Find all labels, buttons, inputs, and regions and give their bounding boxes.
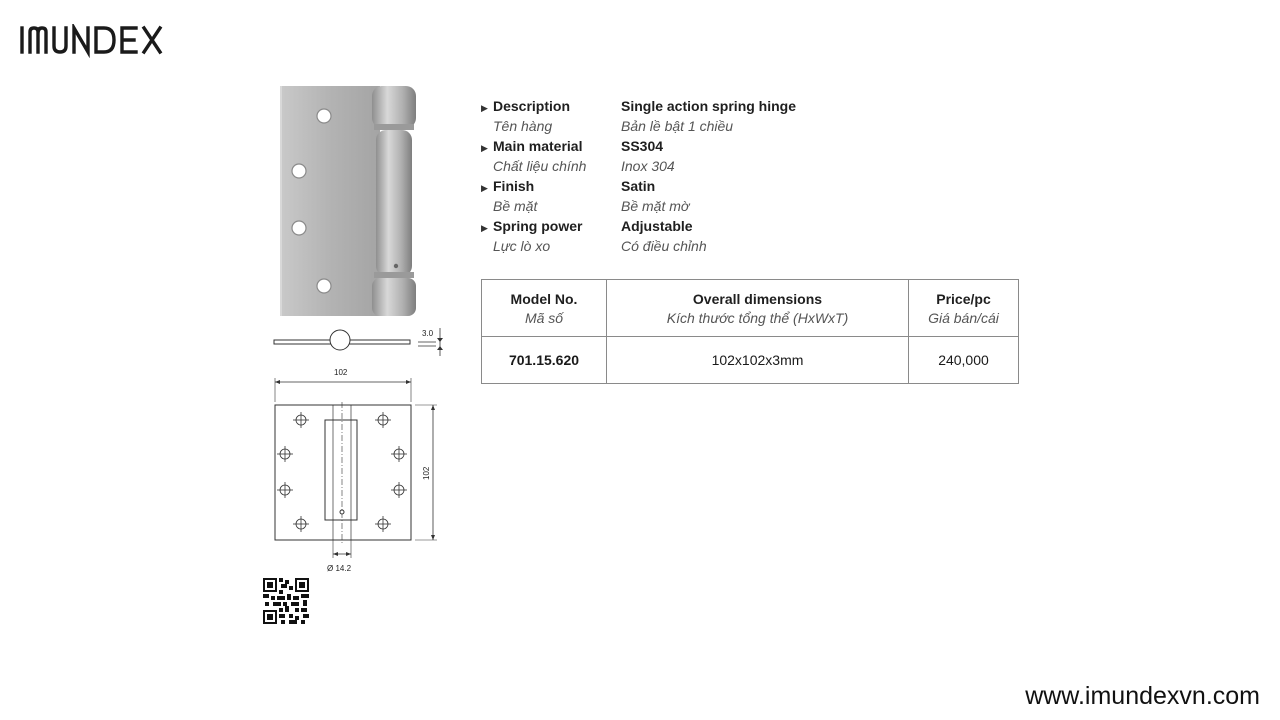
spec-label: Lực lò xo	[493, 238, 551, 254]
product-photo	[272, 80, 422, 322]
spec-label: Chất liệu chính	[493, 158, 587, 174]
website-url[interactable]: www.imundexvn.com	[1025, 682, 1260, 710]
spec-row-material	[481, 136, 921, 156]
triangle-right-icon: ▶	[481, 143, 488, 153]
spec-value: Inox 304	[621, 158, 675, 174]
qr-code-icon[interactable]	[263, 578, 309, 624]
spec-list	[481, 96, 921, 256]
triangle-right-icon: ▶	[481, 103, 488, 113]
cell-model-number: 701.15.620	[482, 337, 607, 384]
spec-row-spring-power	[481, 216, 921, 236]
spec-value: Bản lề bật 1 chiều	[621, 118, 734, 134]
triangle-right-icon: ▶	[481, 183, 488, 193]
spec-value: Adjustable	[621, 218, 693, 234]
spec-row-spring-power-vi	[481, 236, 921, 256]
table-header-row	[482, 280, 1019, 337]
spec-value: SS304	[621, 138, 664, 154]
spec-row-description-vi	[481, 116, 921, 136]
table-row	[482, 337, 1019, 384]
cell-dimensions: 102x102x3mm	[607, 337, 909, 384]
triangle-right-icon: ▶	[481, 223, 488, 233]
header-dimensions: Overall dimensions Kích thước tổng thể (HxWxT)	[607, 280, 909, 337]
spec-row-finish	[481, 176, 921, 196]
spec-label: Bề mặt	[493, 198, 538, 214]
header-price: Price/pc Giá bán/cái	[909, 280, 1019, 337]
spec-label: Finish	[493, 178, 535, 194]
dim-thickness: 3.0	[422, 329, 434, 338]
dim-width: 102	[334, 368, 348, 377]
spec-value: Bề mặt mờ	[621, 198, 690, 214]
spec-value: Single action spring hinge	[621, 98, 797, 114]
dim-height: 102	[422, 466, 431, 480]
side-view-drawing	[270, 322, 450, 362]
spec-label: Spring power	[493, 218, 583, 234]
spec-label: Tên hàng	[493, 118, 553, 134]
header-model: Model No. Mã số	[482, 280, 607, 337]
spec-row-description	[481, 96, 921, 116]
spec-label: Main material	[493, 138, 583, 154]
model-table	[481, 279, 1019, 384]
spec-label: Description	[493, 98, 571, 114]
cell-price: 240,000	[909, 337, 1019, 384]
spec-row-finish-vi	[481, 196, 921, 216]
technical-drawing	[265, 362, 455, 576]
spec-value: Satin	[621, 178, 656, 194]
spec-row-material-vi	[481, 156, 921, 176]
dim-pin-diameter: Ø 14.2	[327, 564, 352, 573]
spec-value: Có điều chỉnh	[621, 238, 707, 254]
brand-logo	[20, 24, 202, 58]
